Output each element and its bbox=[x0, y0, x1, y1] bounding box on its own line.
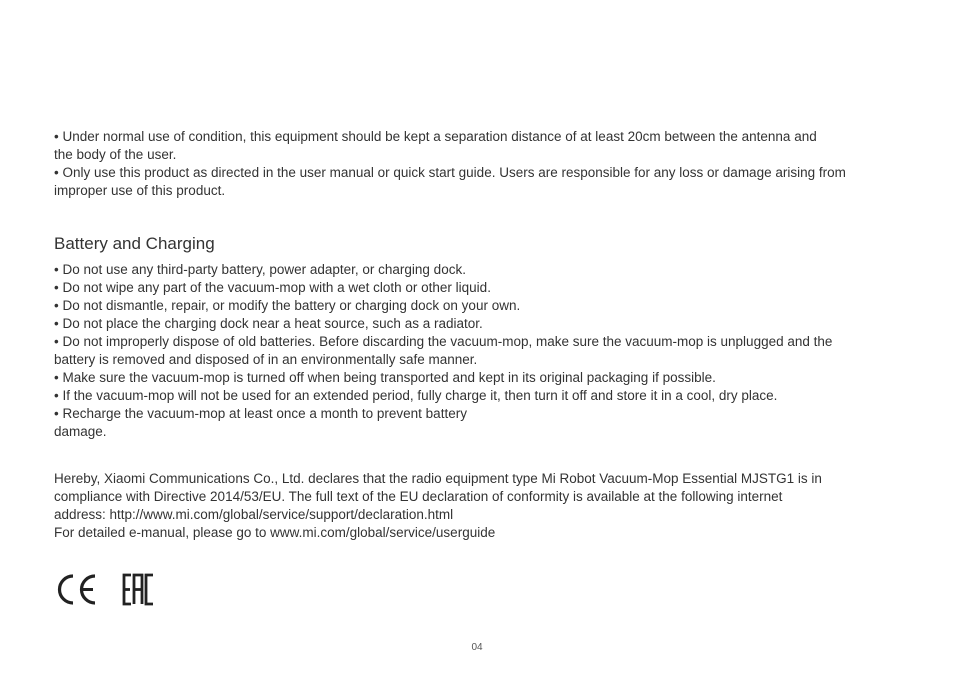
list-item: battery is removed and disposed of in an environmentally safe manner. bbox=[54, 352, 478, 367]
list-item: • Make sure the vacuum-mop is turned off when being transported and kept in its original packaging if possible. bbox=[54, 370, 716, 385]
list-item: damage. bbox=[54, 424, 107, 439]
safety-paragraph bbox=[54, 128, 929, 200]
list-item: • Do not improperly dispose of old batteries. Before discarding the vacuum-mop, make sure the vacuum-mop is unplugged and the bbox=[54, 334, 833, 349]
list-item: • Do not place the charging dock near a heat source, such as a radiator. bbox=[54, 316, 483, 331]
declaration-paragraph bbox=[54, 470, 929, 542]
list-item: • Do not wipe any part of the vacuum-mop with a wet cloth or other liquid. bbox=[54, 280, 491, 295]
certification-marks bbox=[54, 573, 155, 606]
text-line: • Under normal use of condition, this equipment should be kept a separation distance of at least 20cm between the antenna and bbox=[54, 129, 817, 144]
list-item: • Do not dismantle, repair, or modify the battery or charging dock on your own. bbox=[54, 298, 521, 313]
text-line: compliance with Directive 2014/53/EU. The full text of the EU declaration of conformity is available at the following internet bbox=[54, 489, 783, 504]
text-line: • Only use this product as directed in the user manual or quick start guide. Users are responsible for any loss or damage arising from bbox=[54, 165, 846, 180]
battery-heading: Battery and Charging bbox=[54, 234, 215, 253]
list-item: • Do not use any third-party battery, power adapter, or charging dock. bbox=[54, 262, 466, 277]
battery-list bbox=[54, 261, 929, 441]
page-number: 04 bbox=[471, 642, 483, 653]
text-line: address: http://www.mi.com/global/service/support/declaration.html bbox=[54, 507, 454, 522]
text-line: Hereby, Xiaomi Communications Co., Ltd. declares that the radio equipment type Mi Robot Vacuum-Mop Essential MJSTG1 is in bbox=[54, 471, 822, 486]
eac-mark-icon bbox=[122, 573, 155, 606]
ce-mark-icon bbox=[54, 573, 98, 606]
list-item: • If the vacuum-mop will not be used for an extended period, fully charge it, then turn it off and store it in a cool, dry place. bbox=[54, 388, 778, 403]
text-line: improper use of this product. bbox=[54, 183, 226, 198]
text-line: For detailed e-manual, please go to www.mi.com/global/service/userguide bbox=[54, 525, 496, 540]
text-line: the body of the user. bbox=[54, 147, 177, 162]
list-item: • Recharge the vacuum-mop at least once a month to prevent battery bbox=[54, 406, 467, 421]
